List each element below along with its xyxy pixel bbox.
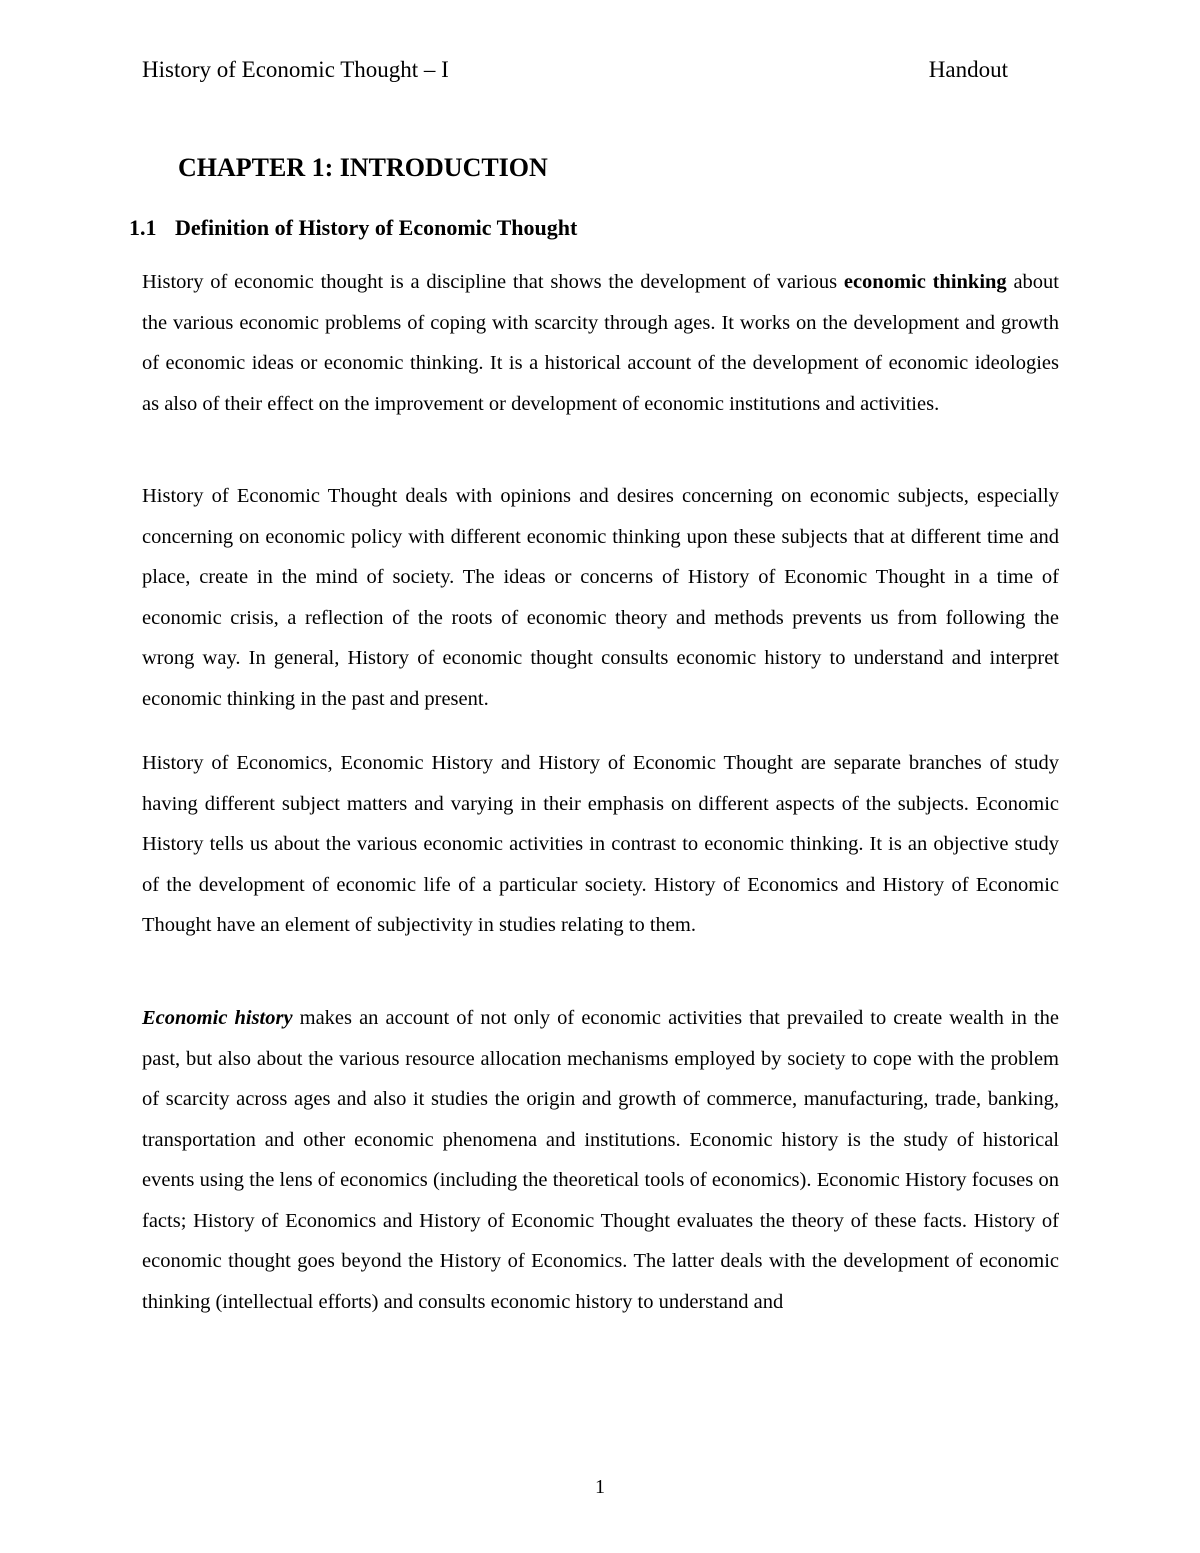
paragraph-opinions	[142, 476, 1059, 719]
section-heading	[129, 212, 577, 244]
paragraph-text: makes an account of not only of economic activities that prevailed to create wealth in the past, but also about the various resource allocation mechanisms employed by society to cope with the problem of scarcity across ages and also it studies the origin and growth of commerce, manufacturing, trade, banking, transportation and other economic phenomena and institutions. Economic history is the study of historical events using the lens of economics (including the theoretical tools of economics). Economic History focuses on facts; History of Economics and History of Economic Thought evaluates the theory of these facts. History of economic thought goes beyond the History of Economics. The latter deals with the development of economic thinking (intellectual efforts) and consults economic history to understand and	[142, 1007, 1059, 1313]
paragraph-branches	[142, 743, 1059, 946]
section-number: 1.1	[129, 215, 157, 240]
paragraph-definition	[142, 262, 1059, 424]
paragraph-text: History of economic thought is a discipline that shows the development of various	[142, 271, 844, 293]
bold-italic-term-economic-history: Economic history	[142, 1007, 293, 1029]
section-title-text: Definition of History of Economic Thought	[175, 215, 578, 240]
paragraph-text: about the various economic problems of coping with scarcity through ages. It works on the development and growth of economic ideas or economic thinking. It is a historical account of the development of economic ideologies as also of their effect on the improvement or development of economic institutions and activities.	[142, 271, 1059, 415]
header-handout-label: Handout	[928, 57, 1008, 82]
header-course-title: History of Economic Thought – I	[142, 57, 449, 82]
page-number: 1	[595, 1476, 605, 1498]
bold-term-economic-thinking: economic thinking	[843, 271, 1007, 293]
paragraph-economic-history	[142, 998, 1059, 1322]
paragraph-text: History of Economics, Economic History and History of Economic Thought are separate branches of study having different subject matters and varying in their emphasis on different aspects of the subjects. Economic History tells us about the various economic activities in contrast to economic thinking. It is an objective study of the development of economic life of a particular society. History of Economics and History of Economic Thought have an element of subjectivity in studies relating to them.	[142, 752, 1059, 936]
chapter-title: CHAPTER 1: INTRODUCTION	[178, 153, 548, 182]
paragraph-text: History of Economic Thought deals with opinions and desires concerning on economic subjects, especially concerning on economic policy with different economic thinking upon these subjects that at different time and place, create in the mind of society. The ideas or concerns of History of Economic Thought in a time of economic crisis, a reflection of the roots of economic theory and methods prevents us from following the wrong way. In general, History of economic thought consults economic history to understand and interpret economic thinking in the past and present.	[142, 485, 1059, 710]
